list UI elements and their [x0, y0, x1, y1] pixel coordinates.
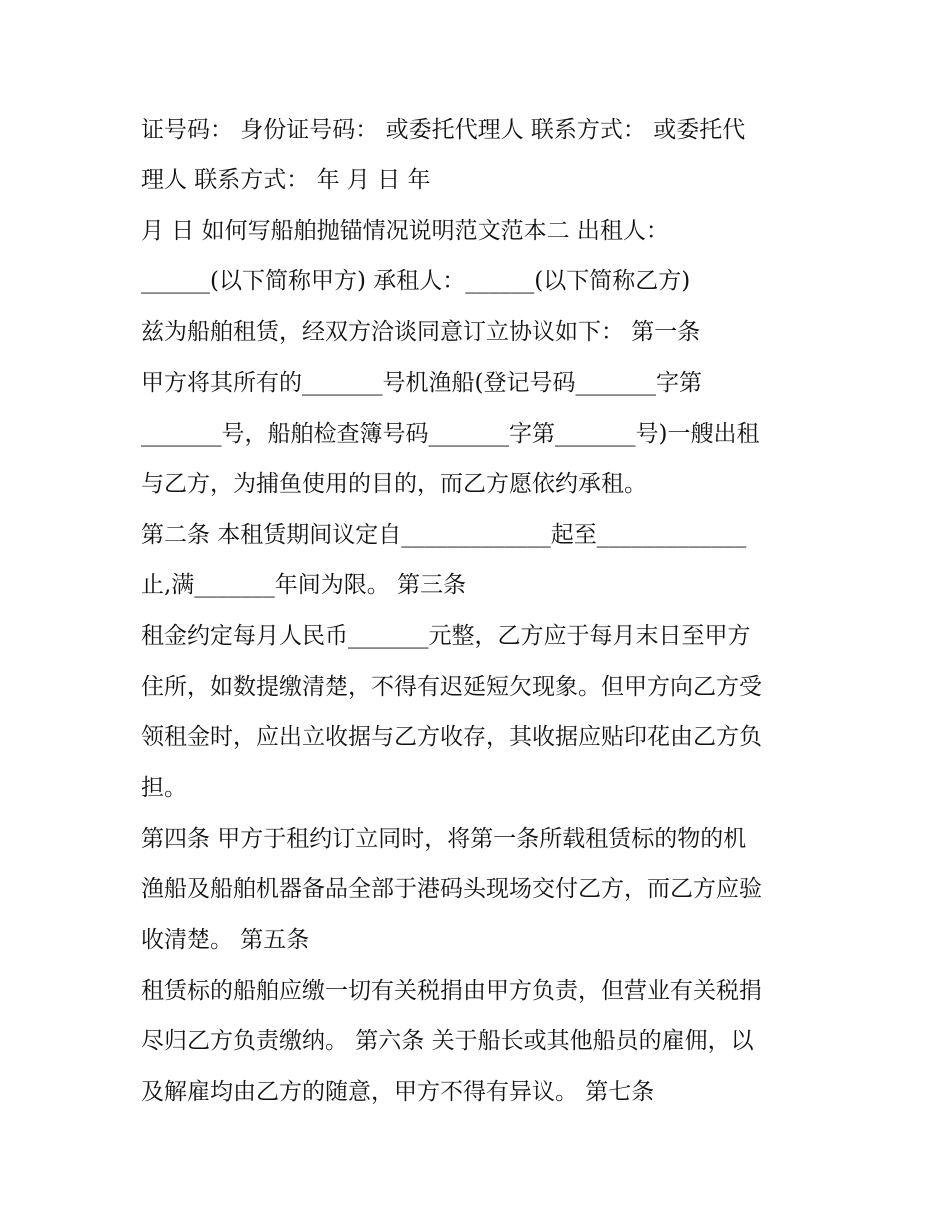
text-line-17: 收清楚。 第五条: [141, 927, 310, 953]
text-line-4: ______(以下简称甲方) 承租人：______(以下简称乙方): [141, 268, 691, 294]
text-line-16: 渔船及船舶机器备品全部于港码头现场交付乙方，而乙方应验: [141, 876, 762, 902]
text-line-14: 担。: [141, 775, 187, 801]
text-line-8: 与乙方，为捕鱼使用的目的，而乙方愿依约承租。: [141, 471, 647, 497]
text-line-10: 止,满_______年间为限。 第三条: [141, 572, 467, 598]
text-line-18: 租赁标的船舶应缴一切有关税捐由甲方负责，但营业有关税捐: [141, 978, 762, 1004]
text-line-15: 第四条 甲方于租约订立同时，将第一条所载租赁标的物的机: [141, 826, 747, 852]
text-line-19: 尽归乙方负责缴纳。 第六条 关于船长或其他船员的雇佣，以: [141, 1028, 754, 1054]
text-line-12: 住所，如数提缴清楚，不得有迟延短欠现象。但甲方向乙方受: [141, 674, 762, 700]
text-line-5: 兹为船舶租赁，经双方洽谈同意订立协议如下： 第一条: [141, 319, 701, 345]
text-line-6: 甲方将其所有的_______号机渔船(登记号码_______字第: [141, 370, 702, 396]
text-line-13: 领租金时，应出立收据与乙方收存，其收据应贴印花由乙方负: [141, 724, 762, 750]
text-line-20: 及解雇均由乙方的随意，甲方不得有异议。 第七条: [141, 1079, 655, 1105]
text-line-11: 租金约定每月人民币_______元整，乙方应于每月末日至甲方: [141, 623, 751, 649]
text-line-9: 第二条 本租赁期间议定自_____________起至_____________: [141, 522, 747, 548]
text-line-1: 证号码： 身份证号码： 或委托代理人 联系方式： 或委托代: [141, 117, 746, 143]
text-line-7: _______号，船舶检查簿号码_______字第_______号)一艘出租: [141, 421, 760, 447]
text-line-2: 理人 联系方式： 年 月 日 年: [141, 167, 431, 193]
text-line-3: 月 日 如何写船舶抛锚情况说明范文范本二 出租人：: [141, 218, 669, 244]
